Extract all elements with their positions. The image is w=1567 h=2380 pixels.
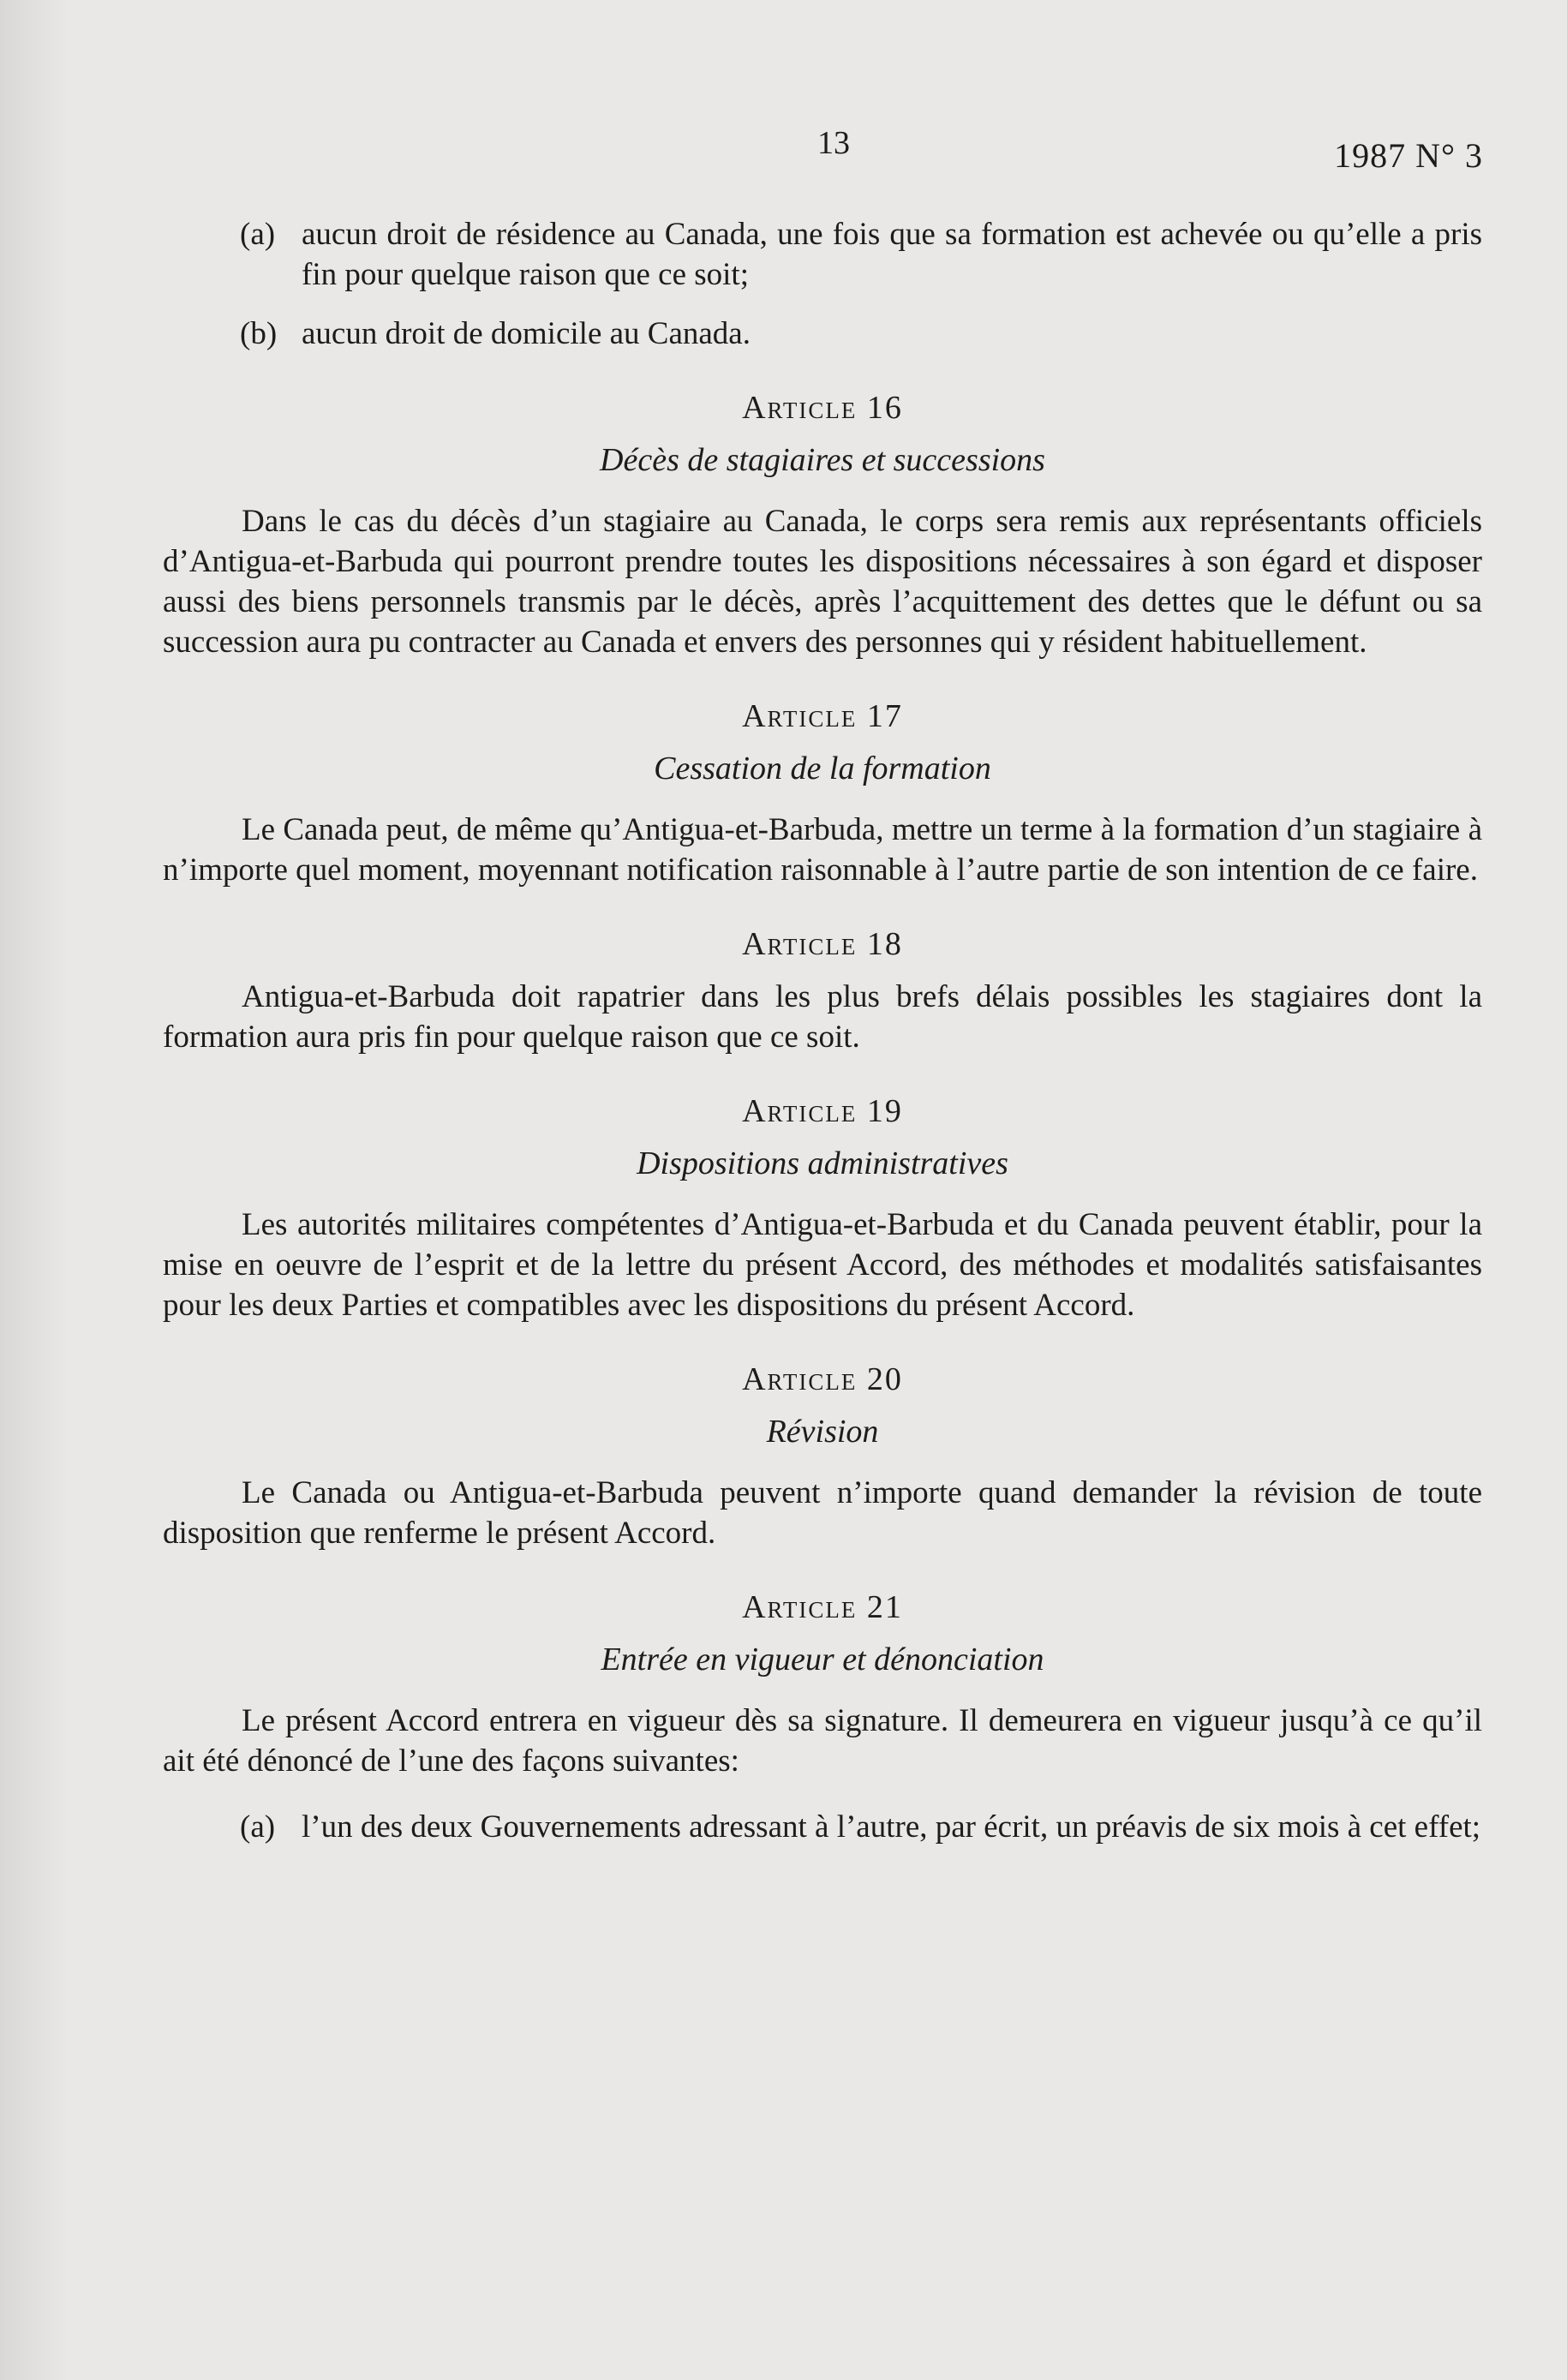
article-paragraph: Dans le cas du décès d’un stagiaire au Canada, le corps sera remis aux représentants officiels d’Antigua-et-Barbuda qui pourront prendre toutes les dispositions nécessaires à son égard et disposer aussi des biens personnels transmis par le décès, après l’acquittement des dettes que le défunt ou sa succession aura pu contracter au Canada et envers des personnes qui y résident habituellement.	[163, 504, 1482, 660]
article-20	[163, 1360, 1482, 1553]
page-number: 13	[817, 125, 850, 161]
list-item-label: (a)	[240, 1809, 276, 1845]
list-item-label: (a)	[240, 217, 276, 252]
list-item-text: l’un des deux Gouvernements adressant à l’autre, par écrit, un préavis de six mois à cet effet;	[302, 1809, 1481, 1845]
page-edge-shadow	[0, 0, 69, 2380]
article-21	[163, 1588, 1482, 1847]
article-heading: Article 18	[742, 926, 903, 962]
article-paragraph: Les autorités militaires compétentes d’Antigua-et-Barbuda et du Canada peuvent établir, pour la mise en oeuvre de l’esprit et de la lettre du présent Accord, des méthodes et modalités satisfaisantes pour les deux Parties et compatibles avec les dispositions du présent Accord.	[163, 1207, 1482, 1323]
article-heading: Article 17	[742, 698, 903, 734]
document-reference: 1987 N° 3	[1334, 136, 1483, 175]
article-19	[163, 1091, 1482, 1325]
article-heading: Article 19	[742, 1093, 903, 1129]
article-heading: Article 16	[742, 390, 903, 426]
article-heading: Article 21	[742, 1589, 903, 1625]
article-paragraph: Antigua-et-Barbuda doit rapatrier dans les plus brefs délais possibles les stagiaires dont la formation aura pris fin pour quelque raison que ce soit.	[163, 979, 1482, 1055]
article-subtitle: Révision	[766, 1414, 879, 1450]
list-item-label: (b)	[240, 316, 278, 351]
article-16	[163, 388, 1482, 662]
list-item-text: aucun droit de résidence au Canada, une fois que sa formation est achevée ou qu’elle a pris fin pour quelque raison que ce soit;	[302, 217, 1482, 292]
page-header	[0, 120, 1567, 180]
list-item-b	[240, 314, 1482, 354]
article-17	[163, 697, 1482, 890]
article-paragraph: Le Canada peut, de même qu’Antigua-et-Barbuda, mettre un terme à la formation d’un stagiaire à n’importe quel moment, moyennant notification raisonnable à l’autre partie de son intention de ce faire.	[163, 812, 1482, 888]
article-subtitle: Cessation de la formation	[654, 750, 991, 786]
article-subtitle: Décès de stagiaires et successions	[600, 442, 1045, 478]
list-item-text: aucun droit de domicile au Canada.	[302, 316, 751, 351]
article-heading: Article 20	[742, 1361, 903, 1397]
article-subtitle: Entrée en vigueur et dénonciation	[601, 1641, 1044, 1677]
list-item-a	[240, 214, 1482, 295]
list-item-a	[240, 1807, 1482, 1847]
document-body	[163, 214, 1482, 1866]
article-paragraph: Le présent Accord entrera en vigueur dès sa signature. Il demeurera en vigueur jusqu’à ce qu’il ait été dénoncé de l’une des façons suivantes:	[163, 1703, 1482, 1779]
article-subtitle: Dispositions administratives	[637, 1145, 1008, 1181]
article-18	[163, 924, 1482, 1057]
article-paragraph: Le Canada ou Antigua-et-Barbuda peuvent n’importe quand demander la révision de toute disposition que renferme le présent Accord.	[163, 1475, 1482, 1551]
